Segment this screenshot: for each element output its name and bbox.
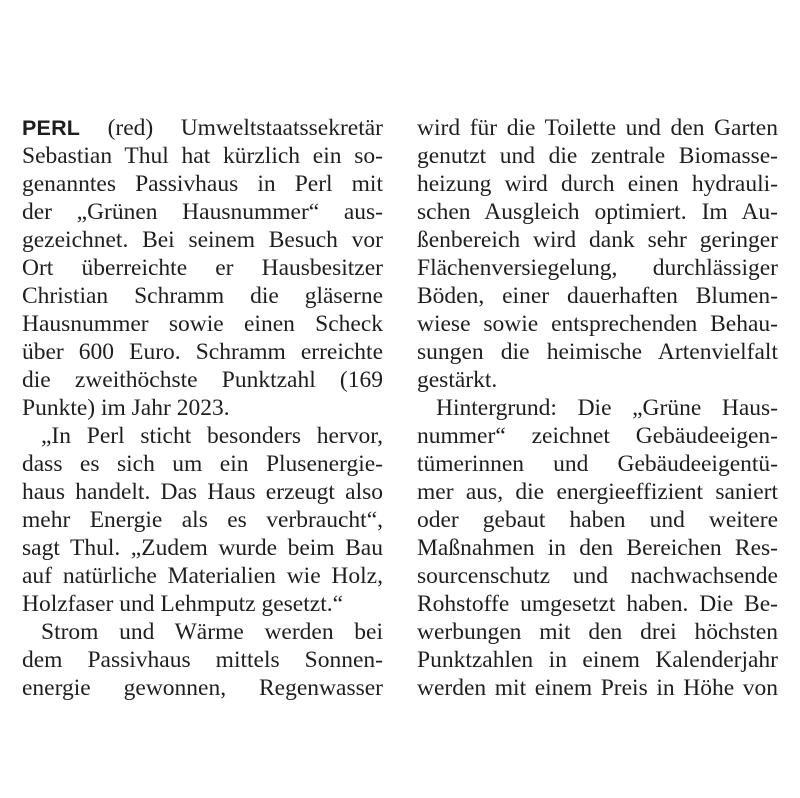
text-line: Maßnahmen in den Bereichen Res- [417,535,778,561]
text-line: mer aus, die energieeffizient saniert [417,479,778,505]
text-line: Strom und Wärme werden bei [41,619,383,645]
text-line: Ort überreichte er Hausbesitzer [22,255,383,281]
text-line: Punkte) im Jahr 2023. [22,395,230,421]
text-line: Hintergrund: Die „Grüne Haus- [436,395,778,421]
paragraph [22,422,383,618]
text-line: auf natürliche Materialien wie Holz, [22,563,383,589]
text-line: Flächenversiegelung, durchlässiger [417,255,778,281]
text-line: Sebastian Thul hat kürzlich ein so- [22,143,383,169]
text-line: Böden, einer dauerhaften Blumen- [417,283,778,309]
text-line: wiese sowie entsprechenden Behau- [417,311,778,337]
text-line: ßenbereich wird dank sehr geringer [417,227,778,253]
text-line: sagt Thul. „Zudem wurde beim Bau [22,535,383,561]
text-line: „In Perl sticht besonders hervor, [41,423,383,449]
text-line: sourcenschutz und nachwachsende [417,563,778,589]
text-line: energie gewonnen, Regenwasser [22,675,383,701]
paragraph [22,114,383,422]
paragraph [417,114,778,394]
column-right [417,114,778,702]
text-line-content: (red) Umweltstaatssekretär [107,115,383,141]
text-line: der „Grünen Hausnummer“ aus- [22,199,383,225]
text-line: nummer“ zeichnet Gebäudeeigen- [417,423,778,449]
text-line: tümerinnen und Gebäudeeigentü- [417,451,778,477]
paragraph [417,394,778,702]
text-line: heizung wird durch einen hydrauli- [417,171,778,197]
text-line: die zweithöchste Punktzahl (169 [22,367,383,393]
text-line: Hausnummer sowie einen Scheck [22,311,383,337]
text-line: werden mit einem Preis in Höhe von [417,675,778,701]
text-line: Holzfaser und Lehmputz gesetzt.“ [22,591,344,617]
text-line: oder gebaut haben und weitere [417,507,778,533]
text-line: haus handelt. Das Haus erzeugt also [22,479,383,505]
text-line: gezeichnet. Bei seinem Besuch vor [22,227,383,253]
text-line: gestärkt. [417,367,498,393]
text-line: genutzt und die zentrale Biomasse- [417,143,778,169]
text-line [22,114,383,142]
text-line: Christian Schramm die gläserne [22,283,383,309]
paragraph [22,618,383,702]
dateline: PERL [22,116,81,140]
text-line: schen Ausgleich optimiert. Im Au- [417,199,778,225]
text-line: dass es sich um ein Plusenergie- [22,451,383,477]
text-line: Punktzahlen in einem Kalenderjahr [417,647,778,673]
text-line: Rohstoffe umgesetzt haben. Die Be- [417,591,778,617]
text-line: werbungen mit den drei höchsten [417,619,778,645]
text-line: genanntes Passivhaus in Perl mit [22,171,383,197]
text-line: mehr Energie als es verbraucht“, [22,507,383,533]
text-line: sungen die heimische Artenvielfalt [417,339,778,365]
column-left [22,114,383,702]
text-line: über 600 Euro. Schramm erreichte [22,339,383,365]
text-line: wird für die Toilette und den Garten [417,115,778,141]
text-line: dem Passivhaus mittels Sonnen- [22,647,383,673]
